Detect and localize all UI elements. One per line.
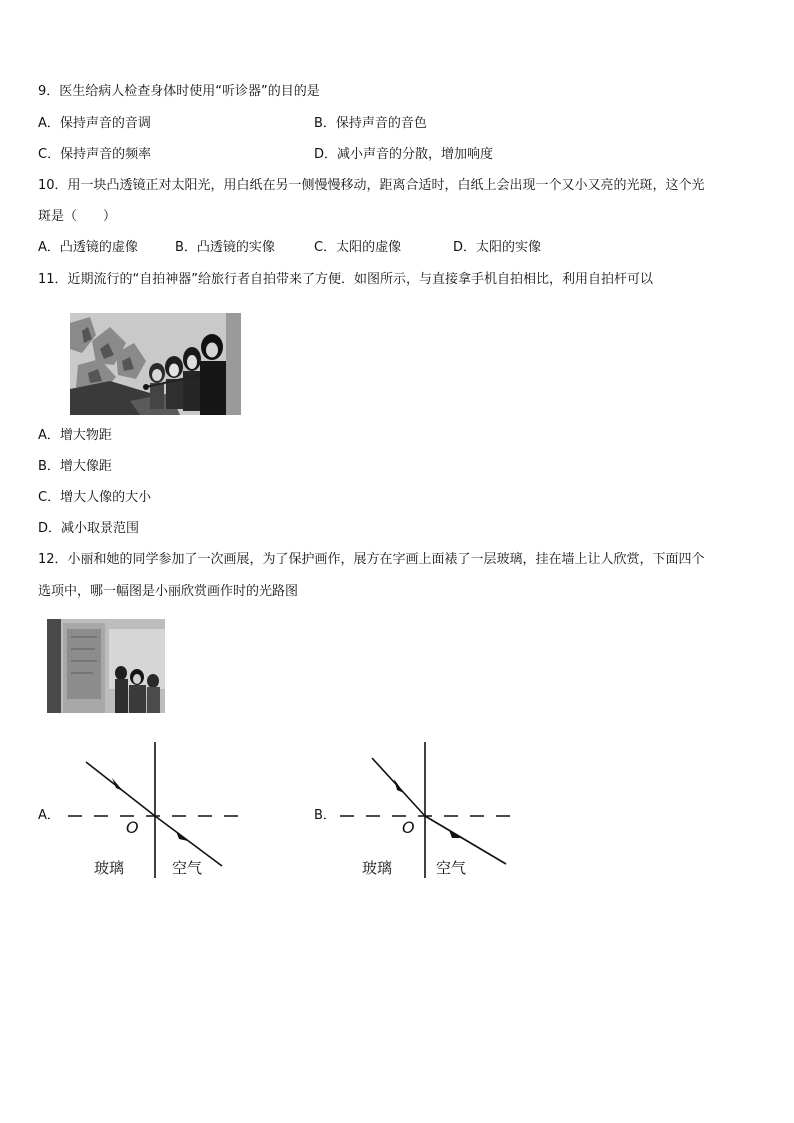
q11-option-a: A．增大物距: [38, 428, 112, 443]
diagram-b-refracted-ray: [425, 816, 506, 864]
q11-stem: 11．近期流行的“自拍神器”给旅行者自拍带来了方便．如图所示，与直接拿手机自拍相比，利用自拍杆可以: [38, 272, 654, 287]
diagram-a: [60, 740, 250, 890]
q9-option-c: C．保持声音的频率: [38, 147, 152, 162]
q9-option-b: B．保持声音的音色: [314, 116, 427, 131]
q11-option-c: C．增大人像的大小: [38, 490, 152, 505]
q10-option-c: C．太阳的虚像: [314, 240, 402, 255]
q10-option-d: D．太阳的实像: [453, 240, 542, 255]
q12-stem-line2: 选项中，哪一幅图是小丽欣赏画作时的光路图: [38, 584, 299, 599]
q9-option-a: A．保持声音的音调: [38, 116, 151, 131]
q10-stem-line2: 斑是（ ）: [38, 209, 117, 224]
q10-stem-line1: 10．用一块凸透镜正对太阳光，用白纸在另一侧慢慢移动，距离合适时，白纸上会出现一个又小又亮的光斑，这个光: [38, 178, 705, 193]
diagram-b-left-medium: 玻璃: [362, 859, 393, 877]
diagram-b-right-medium: 空气: [436, 859, 467, 877]
gallery-photo-graphic: [47, 619, 165, 713]
diagram-a-graphic: [60, 740, 250, 890]
q11-option-b: B．增大像距: [38, 459, 112, 474]
diagram-b-graphic: [330, 740, 520, 890]
q12-stem-line1: 12．小丽和她的同学参加了一次画展，为了保护画作，展方在字画上面裱了一层玻璃，挂在墙上让人欣赏，下面四个: [38, 552, 705, 567]
diagram-a-left-medium: 玻璃: [94, 859, 125, 877]
diagram-a-origin-label: O: [126, 818, 139, 837]
diagram-b: [330, 740, 520, 890]
q10-option-b: B．凸透镜的实像: [175, 240, 275, 255]
q10-option-a: A．凸透镜的虚像: [38, 240, 138, 255]
diagram-b-incident-arrow: [394, 779, 404, 793]
selfie-photo-graphic: [70, 313, 241, 415]
selfie-stick-photo: [70, 313, 241, 415]
diagram-a-option-label: A．: [38, 808, 60, 823]
q9-option-d: D．减小声音的分散，增加响度: [314, 147, 494, 162]
gallery-photo: [47, 619, 165, 713]
q11-option-d: D．减小取景范围: [38, 521, 140, 536]
diagram-b-option-label: B．: [314, 808, 336, 823]
diagram-b-origin-label: O: [402, 818, 415, 837]
diagram-a-right-medium: 空气: [172, 859, 203, 877]
q9-stem: 9．医生给病人检查身体时使用“听诊器”的目的是: [38, 84, 320, 99]
